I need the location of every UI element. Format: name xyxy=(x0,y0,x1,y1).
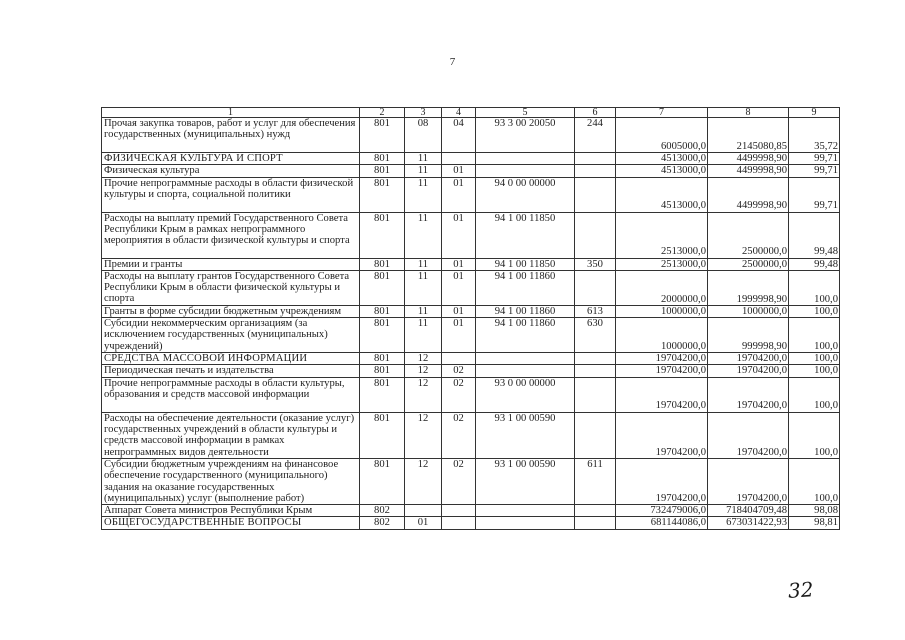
code-cell: 801 xyxy=(360,258,405,270)
handwritten-page-note: 32 xyxy=(787,577,815,603)
row-name-cell: Прочие непрограммные расходы в области культуры, образования и средств массовой информации xyxy=(102,377,360,412)
header-cell-col5: 5 xyxy=(476,108,575,118)
table-row xyxy=(102,270,840,305)
table-row xyxy=(102,258,840,270)
table-row xyxy=(102,212,840,258)
code-cell: 801 xyxy=(360,365,405,377)
table-row xyxy=(102,165,840,177)
row-name-cell: Гранты в форме субсидии бюджетным учреждениям xyxy=(102,305,360,317)
code-cell xyxy=(476,517,575,529)
code-cell: 801 xyxy=(360,153,405,165)
code-cell: 01 xyxy=(442,212,476,258)
amount-cell: 4513000,0 xyxy=(616,177,708,212)
row-name-cell: Премии и гранты xyxy=(102,258,360,270)
code-cell: 01 xyxy=(442,165,476,177)
code-cell: 801 xyxy=(360,412,405,458)
code-cell: 01 xyxy=(442,258,476,270)
header-cell-col7: 7 xyxy=(616,108,708,118)
code-cell: 630 xyxy=(575,318,616,353)
table-row xyxy=(102,365,840,377)
code-cell: 11 xyxy=(405,177,442,212)
code-cell xyxy=(476,505,575,517)
amount-cell: 2145080,85 xyxy=(708,118,789,153)
amount-cell: 732479006,0 xyxy=(616,505,708,517)
amount-cell: 718404709,48 xyxy=(708,505,789,517)
page-number: 7 xyxy=(449,56,456,68)
amount-cell: 2513000,0 xyxy=(616,212,708,258)
code-cell xyxy=(575,517,616,529)
code-cell: 611 xyxy=(575,458,616,504)
amount-cell: 19704200,0 xyxy=(616,412,708,458)
header-cell-col2: 2 xyxy=(360,108,405,118)
amount-cell: 673031422,93 xyxy=(708,517,789,529)
table-header-row xyxy=(102,108,840,118)
amount-cell: 4499998,90 xyxy=(708,153,789,165)
percent-cell: 98,08 xyxy=(789,505,840,517)
code-cell: 11 xyxy=(405,305,442,317)
table-row xyxy=(102,153,840,165)
code-cell xyxy=(442,353,476,365)
code-cell xyxy=(476,153,575,165)
code-cell: 801 xyxy=(360,377,405,412)
code-cell: 801 xyxy=(360,165,405,177)
code-cell xyxy=(575,505,616,517)
header-cell-col8: 8 xyxy=(708,108,789,118)
code-cell: 11 xyxy=(405,318,442,353)
code-cell: 11 xyxy=(405,153,442,165)
code-cell: 801 xyxy=(360,458,405,504)
code-cell xyxy=(442,517,476,529)
table-row xyxy=(102,177,840,212)
row-name-cell: Субсидии бюджетным учреждениям на финансовое обеспечение государственного (муниципального) задания на оказание государственных (муниципальных) услуг (выполнение работ) xyxy=(102,458,360,504)
code-cell: 801 xyxy=(360,118,405,153)
amount-cell: 4499998,90 xyxy=(708,165,789,177)
row-name-cell: СРЕДСТВА МАССОВОЙ ИНФОРМАЦИИ xyxy=(102,353,360,365)
row-name-cell: ФИЗИЧЕСКАЯ КУЛЬТУРА И СПОРТ xyxy=(102,153,360,165)
code-cell: 801 xyxy=(360,212,405,258)
amount-cell: 1999998,90 xyxy=(708,270,789,305)
code-cell: 11 xyxy=(405,270,442,305)
code-cell: 12 xyxy=(405,353,442,365)
code-cell xyxy=(405,505,442,517)
code-cell xyxy=(442,505,476,517)
code-cell: 94 1 00 11850 xyxy=(476,258,575,270)
code-cell: 02 xyxy=(442,365,476,377)
amount-cell: 19704200,0 xyxy=(616,377,708,412)
row-name-cell: Прочие непрограммные расходы в области физической культуры и спорта, социальной политики xyxy=(102,177,360,212)
amount-cell: 19704200,0 xyxy=(616,458,708,504)
amount-cell: 1000000,0 xyxy=(708,305,789,317)
amount-cell: 4513000,0 xyxy=(616,165,708,177)
amount-cell: 4499998,90 xyxy=(708,177,789,212)
percent-cell: 98,81 xyxy=(789,517,840,529)
code-cell: 12 xyxy=(405,412,442,458)
table-row xyxy=(102,412,840,458)
table-row xyxy=(102,517,840,529)
code-cell: 02 xyxy=(442,458,476,504)
code-cell: 801 xyxy=(360,318,405,353)
percent-cell: 35,72 xyxy=(789,118,840,153)
code-cell: 11 xyxy=(405,258,442,270)
code-cell: 94 0 00 00000 xyxy=(476,177,575,212)
code-cell: 12 xyxy=(405,458,442,504)
code-cell: 613 xyxy=(575,305,616,317)
table-row xyxy=(102,318,840,353)
table-row xyxy=(102,505,840,517)
code-cell: 94 1 00 11860 xyxy=(476,270,575,305)
percent-cell: 99,71 xyxy=(789,153,840,165)
code-cell xyxy=(575,165,616,177)
code-cell: 01 xyxy=(442,305,476,317)
amount-cell: 19704200,0 xyxy=(708,353,789,365)
code-cell: 11 xyxy=(405,165,442,177)
code-cell: 244 xyxy=(575,118,616,153)
amount-cell: 19704200,0 xyxy=(708,458,789,504)
table-row xyxy=(102,353,840,365)
code-cell: 01 xyxy=(442,318,476,353)
amount-cell: 19704200,0 xyxy=(708,377,789,412)
code-cell: 350 xyxy=(575,258,616,270)
code-cell: 08 xyxy=(405,118,442,153)
code-cell xyxy=(575,412,616,458)
amount-cell: 2000000,0 xyxy=(616,270,708,305)
percent-cell: 100,0 xyxy=(789,365,840,377)
code-cell: 04 xyxy=(442,118,476,153)
table-row xyxy=(102,458,840,504)
percent-cell: 99,71 xyxy=(789,165,840,177)
code-cell xyxy=(575,177,616,212)
row-name-cell: ОБЩЕГОСУДАРСТВЕННЫЕ ВОПРОСЫ xyxy=(102,517,360,529)
row-name-cell: Расходы на выплату премий Государственного Совета Республики Крым в рамках непрограммного мероприятия в области физической культуры и спорта xyxy=(102,212,360,258)
amount-cell: 1000000,0 xyxy=(616,305,708,317)
row-name-cell: Расходы на выплату грантов Государственного Совета Республики Крым в области физической культуры и спорта xyxy=(102,270,360,305)
amount-cell: 2500000,0 xyxy=(708,212,789,258)
code-cell: 801 xyxy=(360,305,405,317)
percent-cell: 100,0 xyxy=(789,305,840,317)
code-cell: 02 xyxy=(442,377,476,412)
row-name-cell: Аппарат Совета министров Республики Крым xyxy=(102,505,360,517)
percent-cell: 99,48 xyxy=(789,258,840,270)
code-cell: 802 xyxy=(360,505,405,517)
amount-cell: 19704200,0 xyxy=(616,353,708,365)
code-cell xyxy=(575,212,616,258)
row-name-cell: Периодическая печать и издательства xyxy=(102,365,360,377)
header-cell-col9: 9 xyxy=(789,108,840,118)
code-cell xyxy=(575,377,616,412)
code-cell xyxy=(442,153,476,165)
code-cell xyxy=(476,165,575,177)
percent-cell: 99,48 xyxy=(789,212,840,258)
code-cell: 94 1 00 11860 xyxy=(476,305,575,317)
code-cell xyxy=(575,353,616,365)
amount-cell: 6005000,0 xyxy=(616,118,708,153)
row-name-cell: Расходы на обеспечение деятельности (оказание услуг) государственных учреждений в области культуры и средств массовой информации в рамках непрограммных видов деятельности xyxy=(102,412,360,458)
code-cell: 93 1 00 00590 xyxy=(476,412,575,458)
amount-cell: 19704200,0 xyxy=(708,412,789,458)
percent-cell: 100,0 xyxy=(789,353,840,365)
amount-cell: 4513000,0 xyxy=(616,153,708,165)
table-row xyxy=(102,377,840,412)
percent-cell: 99,71 xyxy=(789,177,840,212)
amount-cell: 681144086,0 xyxy=(616,517,708,529)
code-cell: 93 3 00 20050 xyxy=(476,118,575,153)
header-cell-col1: 1 xyxy=(102,108,360,118)
amount-cell: 999998,90 xyxy=(708,318,789,353)
budget-table xyxy=(101,107,840,530)
amount-cell: 2500000,0 xyxy=(708,258,789,270)
table-row xyxy=(102,118,840,153)
code-cell xyxy=(575,153,616,165)
percent-cell: 100,0 xyxy=(789,458,840,504)
code-cell: 02 xyxy=(442,412,476,458)
code-cell xyxy=(476,365,575,377)
code-cell: 93 0 00 00000 xyxy=(476,377,575,412)
code-cell: 93 1 00 00590 xyxy=(476,458,575,504)
header-cell-col6: 6 xyxy=(575,108,616,118)
amount-cell: 19704200,0 xyxy=(708,365,789,377)
code-cell: 94 1 00 11850 xyxy=(476,212,575,258)
percent-cell: 100,0 xyxy=(789,412,840,458)
code-cell xyxy=(476,353,575,365)
code-cell xyxy=(575,270,616,305)
code-cell: 801 xyxy=(360,270,405,305)
percent-cell: 100,0 xyxy=(789,377,840,412)
row-name-cell: Физическая культура xyxy=(102,165,360,177)
amount-cell: 1000000,0 xyxy=(616,318,708,353)
code-cell: 802 xyxy=(360,517,405,529)
code-cell: 01 xyxy=(442,177,476,212)
code-cell: 11 xyxy=(405,212,442,258)
row-name-cell: Прочая закупка товаров, работ и услуг для обеспечения государственных (муниципальных) нужд xyxy=(102,118,360,153)
amount-cell: 2513000,0 xyxy=(616,258,708,270)
code-cell: 801 xyxy=(360,353,405,365)
table-row xyxy=(102,305,840,317)
code-cell: 12 xyxy=(405,365,442,377)
percent-cell: 100,0 xyxy=(789,318,840,353)
header-cell-col3: 3 xyxy=(405,108,442,118)
amount-cell: 19704200,0 xyxy=(616,365,708,377)
percent-cell: 100,0 xyxy=(789,270,840,305)
code-cell: 12 xyxy=(405,377,442,412)
code-cell: 01 xyxy=(442,270,476,305)
header-cell-col4: 4 xyxy=(442,108,476,118)
code-cell: 94 1 00 11860 xyxy=(476,318,575,353)
code-cell: 01 xyxy=(405,517,442,529)
code-cell: 801 xyxy=(360,177,405,212)
code-cell xyxy=(575,365,616,377)
row-name-cell: Субсидии некоммерческим организациям (за исключением государственных (муниципальных) учреждений) xyxy=(102,318,360,353)
